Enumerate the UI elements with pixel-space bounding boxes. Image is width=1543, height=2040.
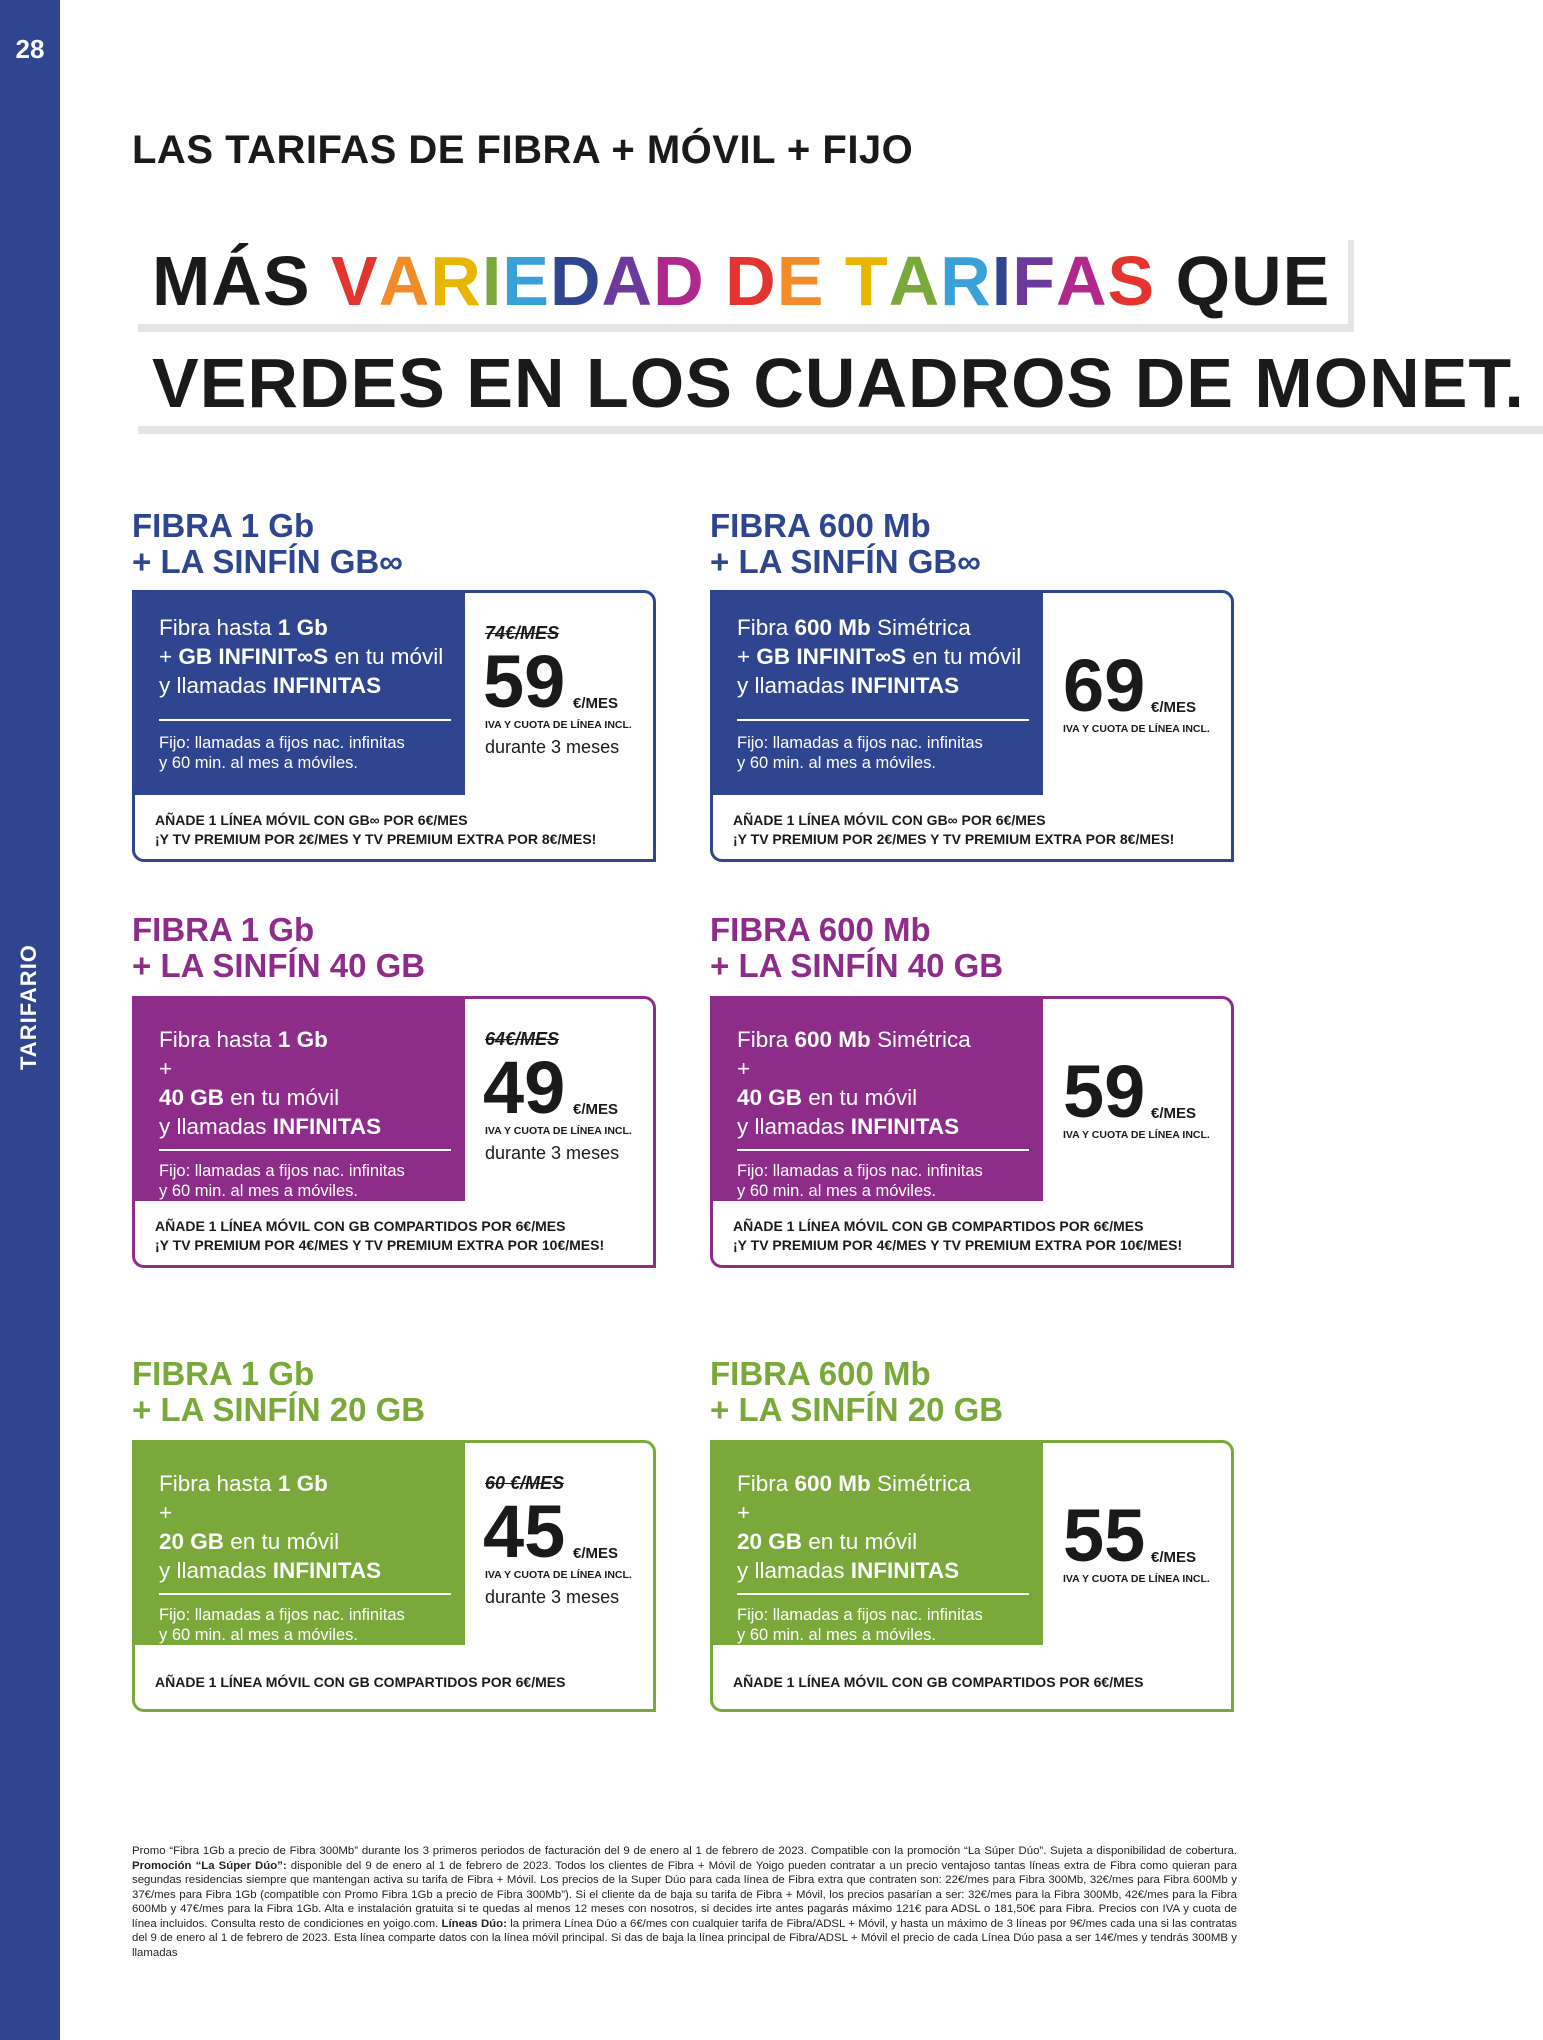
feature-text: y llamadas [159, 1558, 273, 1583]
fijo-info [159, 733, 459, 773]
rainbow-letter: D [725, 242, 777, 320]
feature-text: en tu móvil [328, 644, 444, 669]
fijo-line2: y 60 min. al mes a móviles. [159, 754, 358, 772]
rainbow-text [331, 242, 1155, 320]
footer-line2: ¡Y TV PREMIUM POR 2€/MES Y TV PREMIUM EXTRA POR 8€/MES! [155, 831, 597, 847]
feature-text: y llamadas [159, 1114, 273, 1139]
feature-plus: + [737, 1500, 751, 1525]
divider [159, 719, 451, 721]
feature-speed: 1 Gb [277, 1027, 328, 1052]
feature-text: Simétrica [870, 1027, 971, 1052]
offer-features [737, 613, 1043, 700]
feature-calls-bold: INFINITAS [272, 673, 382, 698]
feature-calls-bold: INFINITAS [272, 1114, 382, 1139]
fijo-info [737, 1605, 1037, 1645]
feature-text: Fibra hasta [159, 1471, 278, 1496]
old-price: 74€/MES [485, 623, 560, 643]
feature-fibra [737, 1469, 1043, 1498]
rainbow-letter: E [502, 242, 550, 320]
offer-title-line1: FIBRA 1 Gb [132, 911, 315, 948]
footer-line1: AÑADE 1 LÍNEA MÓVIL CON GB COMPARTIDOS POR 6€/MES [155, 1674, 566, 1690]
offer-features [159, 1025, 465, 1141]
feature-text: Fibra hasta [159, 1027, 278, 1052]
footer-line1: AÑADE 1 LÍNEA MÓVIL CON GB∞ POR 6€/MES [733, 812, 1046, 828]
feature-text: Simétrica [870, 615, 971, 640]
offer-card[interactable] [710, 590, 1234, 862]
old-price: 60 €/MES [485, 1473, 565, 1493]
feature-mobile-data [159, 1527, 465, 1556]
feature-text: Fibra [737, 1471, 795, 1496]
fijo-line1: Fijo: llamadas a fijos nac. infinitas [159, 1162, 405, 1180]
feature-gb: 40 GB [737, 1085, 803, 1110]
feature-calls-bold: INFINITAS [850, 1558, 960, 1583]
price-panel [465, 999, 653, 1201]
offer-features [737, 1469, 1043, 1585]
offer-card[interactable] [132, 590, 656, 862]
feature-text: en tu móvil [224, 1085, 340, 1110]
fijo-line2: y 60 min. al mes a móviles. [737, 754, 936, 772]
rainbow-letter: F [1012, 242, 1056, 320]
feature-calls [159, 671, 465, 700]
feature-text: + [159, 644, 179, 669]
rainbow-letter: A [888, 242, 941, 320]
rainbow-letter: R [430, 242, 482, 320]
offer-features [737, 1025, 1043, 1141]
fijo-line1: Fijo: llamadas a fijos nac. infinitas [159, 1606, 405, 1624]
feature-gb: 40 GB [159, 1085, 225, 1110]
feature-mobile-data [737, 1527, 1043, 1556]
feature-text: en tu móvil [906, 644, 1022, 669]
offer-title-line1: FIBRA 600 Mb [710, 911, 931, 948]
offer-title-line2: + LA SINFÍN 40 GB [710, 947, 1004, 984]
price-note: IVA Y CUOTA DE LÍNEA INCL. [485, 1569, 632, 1581]
offer-title [710, 1356, 1003, 1428]
card-footer [733, 1217, 1182, 1255]
feature-calls-bold: INFINITAS [850, 673, 960, 698]
feature-speed: 1 Gb [277, 615, 328, 640]
rainbow-letter [705, 246, 725, 316]
card-footer [155, 811, 596, 849]
price-panel [1043, 999, 1231, 1201]
footer-line1: AÑADE 1 LÍNEA MÓVIL CON GB COMPARTIDOS POR 6€/MES [733, 1218, 1144, 1234]
feature-text: + [737, 644, 757, 669]
price-value: 59 [483, 640, 566, 723]
offer-features-panel [135, 593, 465, 795]
feature-calls [159, 1112, 465, 1141]
feature-calls [159, 1556, 465, 1585]
footer-line2: ¡Y TV PREMIUM POR 2€/MES Y TV PREMIUM EXTRA POR 8€/MES! [733, 831, 1175, 847]
rainbow-letter: D [549, 242, 602, 320]
rainbow-letter: D [653, 242, 705, 320]
feature-speed: 600 Mb [794, 1027, 871, 1052]
offer-title-line2: + LA SINFÍN GB∞ [132, 543, 403, 580]
offer-features-panel [135, 1443, 465, 1645]
card-footer [733, 1673, 1143, 1692]
fijo-line2: y 60 min. al mes a móviles. [737, 1182, 936, 1200]
side-label: TARIFARIO [16, 944, 41, 1070]
feature-text: Fibra hasta [159, 615, 278, 640]
feature-text: en tu móvil [802, 1085, 918, 1110]
offer-title-line2: + LA SINFÍN 20 GB [132, 1391, 426, 1428]
rainbow-letter: A [601, 242, 654, 320]
fijo-info [737, 733, 1037, 773]
offer-title-line2: + LA SINFÍN 40 GB [132, 947, 426, 984]
feature-text: y llamadas [737, 1114, 851, 1139]
feature-text: en tu móvil [802, 1529, 918, 1554]
feature-speed: 1 Gb [277, 1471, 328, 1496]
fijo-info [159, 1605, 459, 1645]
rainbow-letter: I [991, 242, 1013, 320]
headline-suffix: QUE [1155, 242, 1331, 320]
price-note: IVA Y CUOTA DE LÍNEA INCL. [1063, 1573, 1210, 1585]
price-unit: €/MES [1151, 1105, 1197, 1122]
rainbow-letter: E [776, 242, 825, 320]
divider [159, 1593, 451, 1595]
offer-features-panel [713, 1443, 1043, 1645]
feature-mobile-data [737, 642, 1043, 671]
price-unit: €/MES [573, 1545, 619, 1562]
feature-gb: GB INFINIT∞S [756, 644, 907, 669]
fijo-line2: y 60 min. al mes a móviles. [737, 1626, 936, 1644]
price-panel [465, 593, 653, 795]
feature-fibra [159, 1469, 465, 1498]
feature-calls [737, 1556, 1043, 1585]
offer-title [132, 912, 425, 984]
footer-line1: AÑADE 1 LÍNEA MÓVIL CON GB COMPARTIDOS POR 6€/MES [155, 1218, 566, 1234]
price-unit: €/MES [573, 695, 619, 712]
offer-features [159, 613, 465, 700]
offer-title-line2: + LA SINFÍN GB∞ [710, 543, 981, 580]
feature-fibra [159, 613, 465, 642]
price-note: IVA Y CUOTA DE LÍNEA INCL. [1063, 1129, 1210, 1141]
feature-text: Fibra [737, 1027, 795, 1052]
fijo-info [737, 1161, 1037, 1201]
fijo-line2: y 60 min. al mes a móviles. [159, 1182, 358, 1200]
fijo-line1: Fijo: llamadas a fijos nac. infinitas [159, 734, 405, 752]
price-duration: durante 3 meses [485, 737, 620, 757]
card-footer [155, 1217, 604, 1255]
feature-fibra [737, 1025, 1043, 1054]
divider [159, 1149, 451, 1151]
offer-title [710, 912, 1003, 984]
price-duration: durante 3 meses [485, 1587, 620, 1607]
feature-text: Simétrica [870, 1471, 971, 1496]
offer-card[interactable] [132, 1440, 656, 1712]
offer-title [132, 1356, 425, 1428]
offer-card[interactable] [132, 996, 656, 1268]
price-value: 45 [483, 1490, 566, 1573]
headline-banner-line1 [132, 232, 1348, 324]
fijo-line2: y 60 min. al mes a móviles. [159, 1626, 358, 1644]
rainbow-letter [824, 246, 844, 316]
offer-card[interactable] [710, 1440, 1234, 1712]
price-unit: €/MES [1151, 699, 1197, 716]
feature-calls-bold: INFINITAS [850, 1114, 960, 1139]
section-title: LAS TARIFAS DE FIBRA + MÓVIL + FIJO [132, 128, 914, 172]
feature-text: en tu móvil [224, 1529, 340, 1554]
price-panel [465, 1443, 653, 1645]
offer-features [159, 1469, 465, 1585]
feature-gb: 20 GB [737, 1529, 803, 1554]
headline-banner-line2: VERDES EN LOS CUADROS DE MONET. [132, 334, 1543, 426]
rainbow-letter: R [940, 242, 992, 320]
price-value: 69 [1063, 644, 1146, 727]
feature-mobile-data [159, 1083, 465, 1112]
footer-line1: AÑADE 1 LÍNEA MÓVIL CON GB∞ POR 6€/MES [155, 812, 468, 828]
feature-calls [737, 1112, 1043, 1141]
feature-speed: 600 Mb [794, 615, 871, 640]
feature-text: y llamadas [737, 673, 851, 698]
feature-text: y llamadas [737, 1558, 851, 1583]
feature-plus: + [159, 1056, 173, 1081]
rainbow-letter: A [378, 242, 431, 320]
feature-calls [737, 671, 1043, 700]
offer-features-panel [135, 999, 465, 1201]
footer-line1: AÑADE 1 LÍNEA MÓVIL CON GB COMPARTIDOS POR 6€/MES [733, 1674, 1144, 1690]
fijo-line1: Fijo: llamadas a fijos nac. infinitas [737, 1606, 983, 1624]
offer-title-line1: FIBRA 600 Mb [710, 1355, 931, 1392]
price-value: 55 [1063, 1494, 1146, 1577]
price-value: 59 [1063, 1050, 1146, 1133]
card-footer [733, 811, 1174, 849]
divider [737, 1149, 1029, 1151]
divider [737, 1593, 1029, 1595]
price-unit: €/MES [1151, 1549, 1197, 1566]
rainbow-letter: S [1107, 242, 1156, 320]
offer-features-panel [713, 593, 1043, 795]
offer-card[interactable] [710, 996, 1234, 1268]
price-note: IVA Y CUOTA DE LÍNEA INCL. [485, 1125, 632, 1137]
feature-fibra [737, 613, 1043, 642]
footer-line2: ¡Y TV PREMIUM POR 4€/MES Y TV PREMIUM EXTRA POR 10€/MES! [733, 1237, 1183, 1253]
card-footer [155, 1673, 565, 1692]
feature-gb: GB INFINIT∞S [178, 644, 329, 669]
feature-calls-bold: INFINITAS [272, 1558, 382, 1583]
rainbow-letter: V [331, 242, 379, 320]
divider [737, 719, 1029, 721]
feature-fibra [159, 1025, 465, 1054]
feature-text: y llamadas [159, 673, 273, 698]
rainbow-letter: I [481, 242, 503, 320]
legal-text: Promo “Fibra 1Gb a precio de Fibra 300Mb” durante los 3 primeros periodos de facturación del 9 de enero al 1 de febrero de 2023. Compatible con la promoción “La Súper Dúo”. Sujeta a disponibilidad de cobertura. Promoción “La Súper Dúo”: disponible del 9 de enero al 1 de febrero de 2023. Todos los clientes de Fibra + Móvil de Yoigo pueden contratar a un precio ventajoso tantas líneas extra de Fibra como quieran para segundas residencias siempre que mantengan activa su tarifa de Fibra + Móvil. Los precios de la Super Dúo para cada línea de Fibra extra que contraten son: 22€/mes para Fibra 300Mb, 32€/mes para Fibra 600Mb y 37€/mes para Fibra 1Gb (compatible con Promo Fibra 1Gb a precio de Fibra 300Mb”). Si el cliente da de baja su tarifa de Fibra + Móvil, los precios pasarían a ser: 32€/mes para la Fibra 300Mb, 42€/mes para la Fibra 600Mb y 47€/mes para la Fibra 1Gb. Alta e instalación gratuita si te quedas al menos 12 meses con nosotros, si decides irte antes pagarás máximo 121€ para ADSL o 181,50€ para Fibra. Precios con IVA y cuota de línea incluidos. Consulta resto de condiciones en yoigo.com. Líneas Dúo: la primera Línea Dúo a 6€/mes con cualquier tarifa de Fibra/ADSL + Móvil, y hasta un máximo de 3 líneas por 9€/mes cada una si las contratas del 9 de enero al 1 de febrero de 2023. Esta línea comparte datos con la línea móvil principal. Si das de baja la línea principal de Fibra/ADSL + Móvil el precio de cada Línea Dúo pasa a ser 14€/mes y tendrás 300MB y llamadas [132, 1845, 1238, 1959]
price-value: 49 [483, 1046, 566, 1129]
price-note: IVA Y CUOTA DE LÍNEA INCL. [485, 719, 632, 731]
rainbow-letter: A [1055, 242, 1108, 320]
offer-title-line1: FIBRA 600 Mb [710, 507, 931, 544]
offer-title-line1: FIBRA 1 Gb [132, 1355, 315, 1392]
price-panel [1043, 1443, 1231, 1645]
price-panel [1043, 593, 1231, 795]
fijo-line1: Fijo: llamadas a fijos nac. infinitas [737, 734, 983, 752]
feature-gb: 20 GB [159, 1529, 225, 1554]
offer-title [132, 508, 403, 580]
footer-line2: ¡Y TV PREMIUM POR 4€/MES Y TV PREMIUM EXTRA POR 10€/MES! [155, 1237, 605, 1253]
price-duration: durante 3 meses [485, 1143, 620, 1163]
feature-text: Fibra [737, 615, 795, 640]
offer-title-line1: FIBRA 1 Gb [132, 507, 315, 544]
old-price: 64€/MES [485, 1029, 560, 1049]
fijo-info [159, 1161, 459, 1201]
page-number: 28 [15, 34, 45, 64]
fijo-line1: Fijo: llamadas a fijos nac. infinitas [737, 1162, 983, 1180]
offer-title [710, 508, 981, 580]
offer-features-panel [713, 999, 1043, 1201]
price-unit: €/MES [573, 1101, 619, 1118]
rainbow-letter: T [844, 242, 889, 320]
feature-plus: + [737, 1056, 751, 1081]
feature-speed: 600 Mb [794, 1471, 871, 1496]
feature-mobile-data [737, 1083, 1043, 1112]
feature-plus: + [159, 1500, 173, 1525]
offer-title-line2: + LA SINFÍN 20 GB [710, 1391, 1004, 1428]
feature-mobile-data [159, 642, 465, 671]
price-note: IVA Y CUOTA DE LÍNEA INCL. [1063, 723, 1210, 735]
headline-prefix: MÁS [152, 242, 331, 320]
